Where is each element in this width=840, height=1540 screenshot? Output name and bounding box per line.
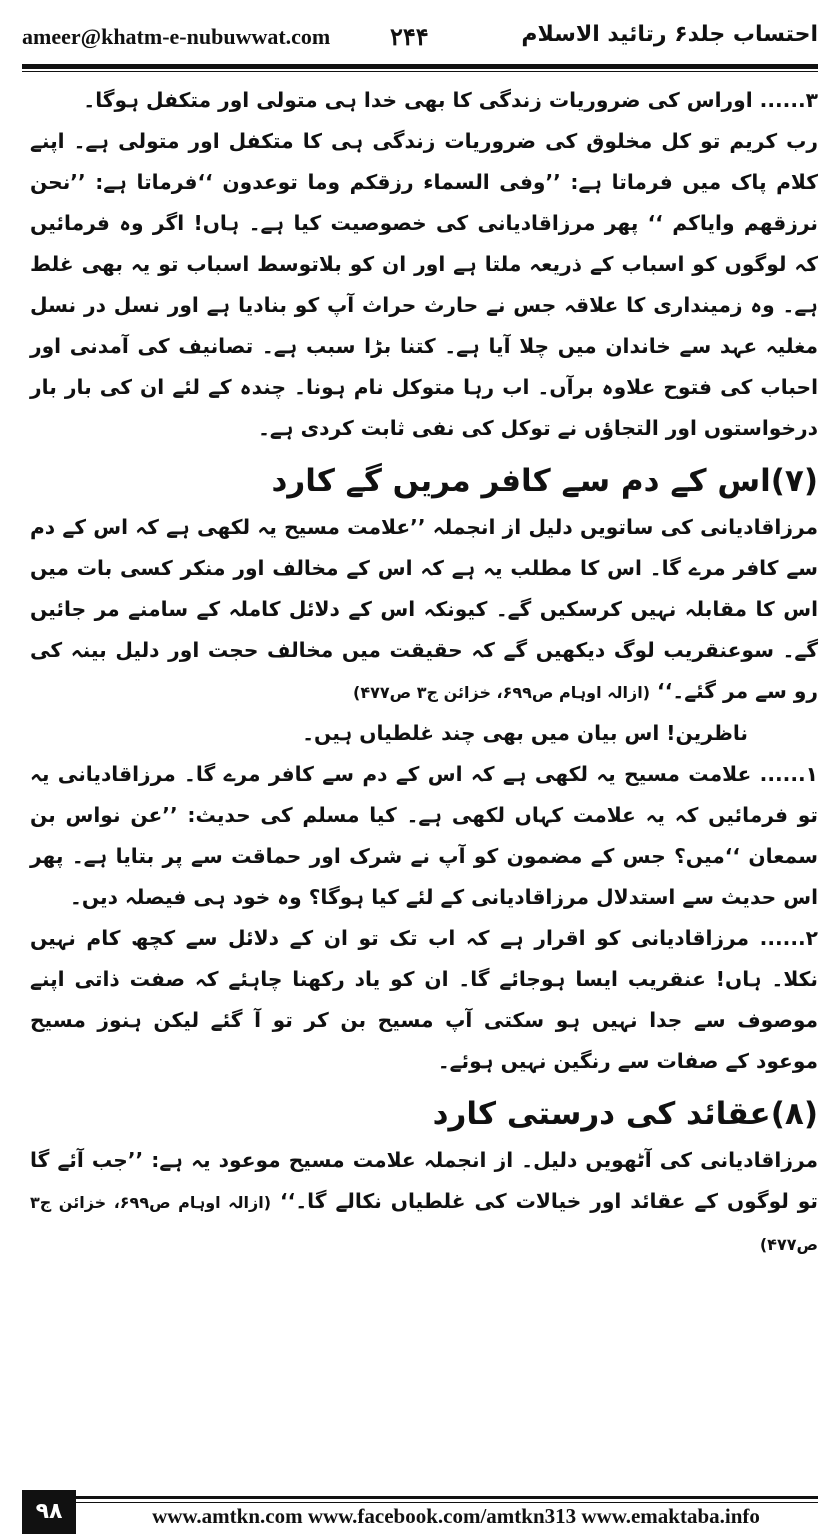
header-rule-thin — [22, 71, 818, 72]
header-email: ameer@khatm-e-nubuwwat.com — [22, 24, 331, 49]
paragraph-point-1: ۱...... علامت مسیح یہ لکھی ہے کہ اس کے دم سے کافر مرے گا۔ مرزاقادیانی یہ تو فرمائیں کہ یہ علامت کہاں لکھی ہے۔ کیا مسلم کی حدیث: ’’عن نواس بن سمعان ‘‘میں؟ جس کے مضمون کو آپ نے شرک اور حماقت سے پر بتایا ہے۔ پھر اس حدیث سے استدلال مرزاقادیانی کے لئے کیا ہوگا؟ وہ خود ہی فیصلہ دیں۔ — [30, 762, 818, 909]
paragraph-readers: ناظرین! اس بیان میں بھی چند غلطیاں ہیں۔ — [302, 721, 748, 745]
page-header — [22, 22, 818, 62]
page-body — [30, 80, 818, 1265]
section-heading-7: (۷)اس کے دم سے کافر مریں گے کارد — [271, 463, 818, 499]
header-book-title: احتساب جلد۶ رتائید الاسلام — [521, 22, 818, 47]
paragraph-seventh-argument — [30, 507, 818, 713]
citation: (ازالہ اوہام ص۶۹۹، خزائن ج۳ ص۴۷۷) — [353, 683, 650, 702]
citation-2: (ازالہ اوہام ص۶۹۹، خزائن ج۳ ص۴۷۷) — [30, 1193, 818, 1254]
footer-rule-thin — [22, 1502, 818, 1503]
quote-text: مرزاقادیانی کی ساتویں دلیل از انجملہ ’’علامت مسیح یہ لکھی ہے کہ اس کے دم سے کافر مرے گا۔ اس کا مطلب یہ ہے کہ اس کے مخالف اور منکر کسی بات میں اس کا مقابلہ نہیں کرسکیں گے۔ کیونکہ اس کے دلائل کاملہ کے سامنے مر جائیں گے۔ سوعنقریب لوگ دیکھیں گے کہ حقیقت میں مخالف حجت اور دلیل بینہ کی رو سے مر گئے۔‘‘ — [30, 515, 818, 703]
footer-rule — [22, 1496, 818, 1499]
section-heading-8: (۸)عقائد کی درستی کارد — [432, 1096, 818, 1132]
header-rule — [22, 64, 818, 69]
page-footer — [22, 1496, 818, 1534]
paragraph-point-3: ۳...... اوراس کی ضروریات زندگی کا بھی خدا ہی متولی اور متکفل ہوگا۔ — [83, 88, 818, 112]
header-page-number: ۲۴۴ — [390, 22, 429, 51]
paragraph-rebuttal-1: رب کریم تو کل مخلوق کی ضروریات زندگی ہی کا متکفل اور متولی ہے۔ اپنے کلام پاک میں فرماتا ہے: ’’وفی السماء رزقکم وما توعدون ‘‘فرماتا ہے: ’’نحن نرزقهم وایاکم ‘‘ پھر مرزاقادیانی کی خصوصیت کیا ہے۔ ہاں! اگر وہ فرمائیں کہ لوگوں کو اسباب کے ذریعہ ملتا ہے اور ان کو بلاتوسط اسباب تو یہ بھی غلط ہے۔ وہ زمینداری کا علاقہ جس نے حارث حراث آپ کو بنادیا ہے اور نسل در نسل مغلیہ عہد سے خاندان میں چلا آیا ہے۔ کتنا بڑا سبب ہے۔ تصانیف کی آمدنی اور احباب کی فتوح علاوہ برآں۔ اب رہا متوکل نام ہونا۔ چندہ کے لئے ان کی بار بار درخواستوں اور التجاؤں نے توکل کی نفی ثابت کردی ہے۔ — [30, 129, 818, 440]
footer-page-number: ۹۸ — [22, 1490, 76, 1534]
quote-text-2: مرزاقادیانی کی آٹھویں دلیل۔ از انجملہ علامت مسیح موعود یہ ہے: ’’جب آئے گا تو لوگوں کے عقائد اور خیالات کی غلطیاں نکالے گا۔‘‘ — [30, 1148, 819, 1213]
paragraph-eighth-argument — [30, 1140, 818, 1265]
footer-website-links: www.amtkn.com www.facebook.com/amtkn313 www.emaktaba.info — [152, 1504, 760, 1528]
paragraph-point-2: ۲...... مرزاقادیانی کو اقرار ہے کہ اب تک تو ان کے دلائل سے کچھ کام نہیں نکلا۔ ہاں! عنقریب ایسا ہوجائے گا۔ ان کو یاد رکھنا چاہئے کہ صفت ذاتی اپنے موصوف سے جدا نہیں ہو سکتی آپ مسیح بن کر تو آ گئے لیکن ہنوز مسیح موعود کے صفات سے رنگین نہیں ہوئے۔ — [30, 926, 818, 1073]
